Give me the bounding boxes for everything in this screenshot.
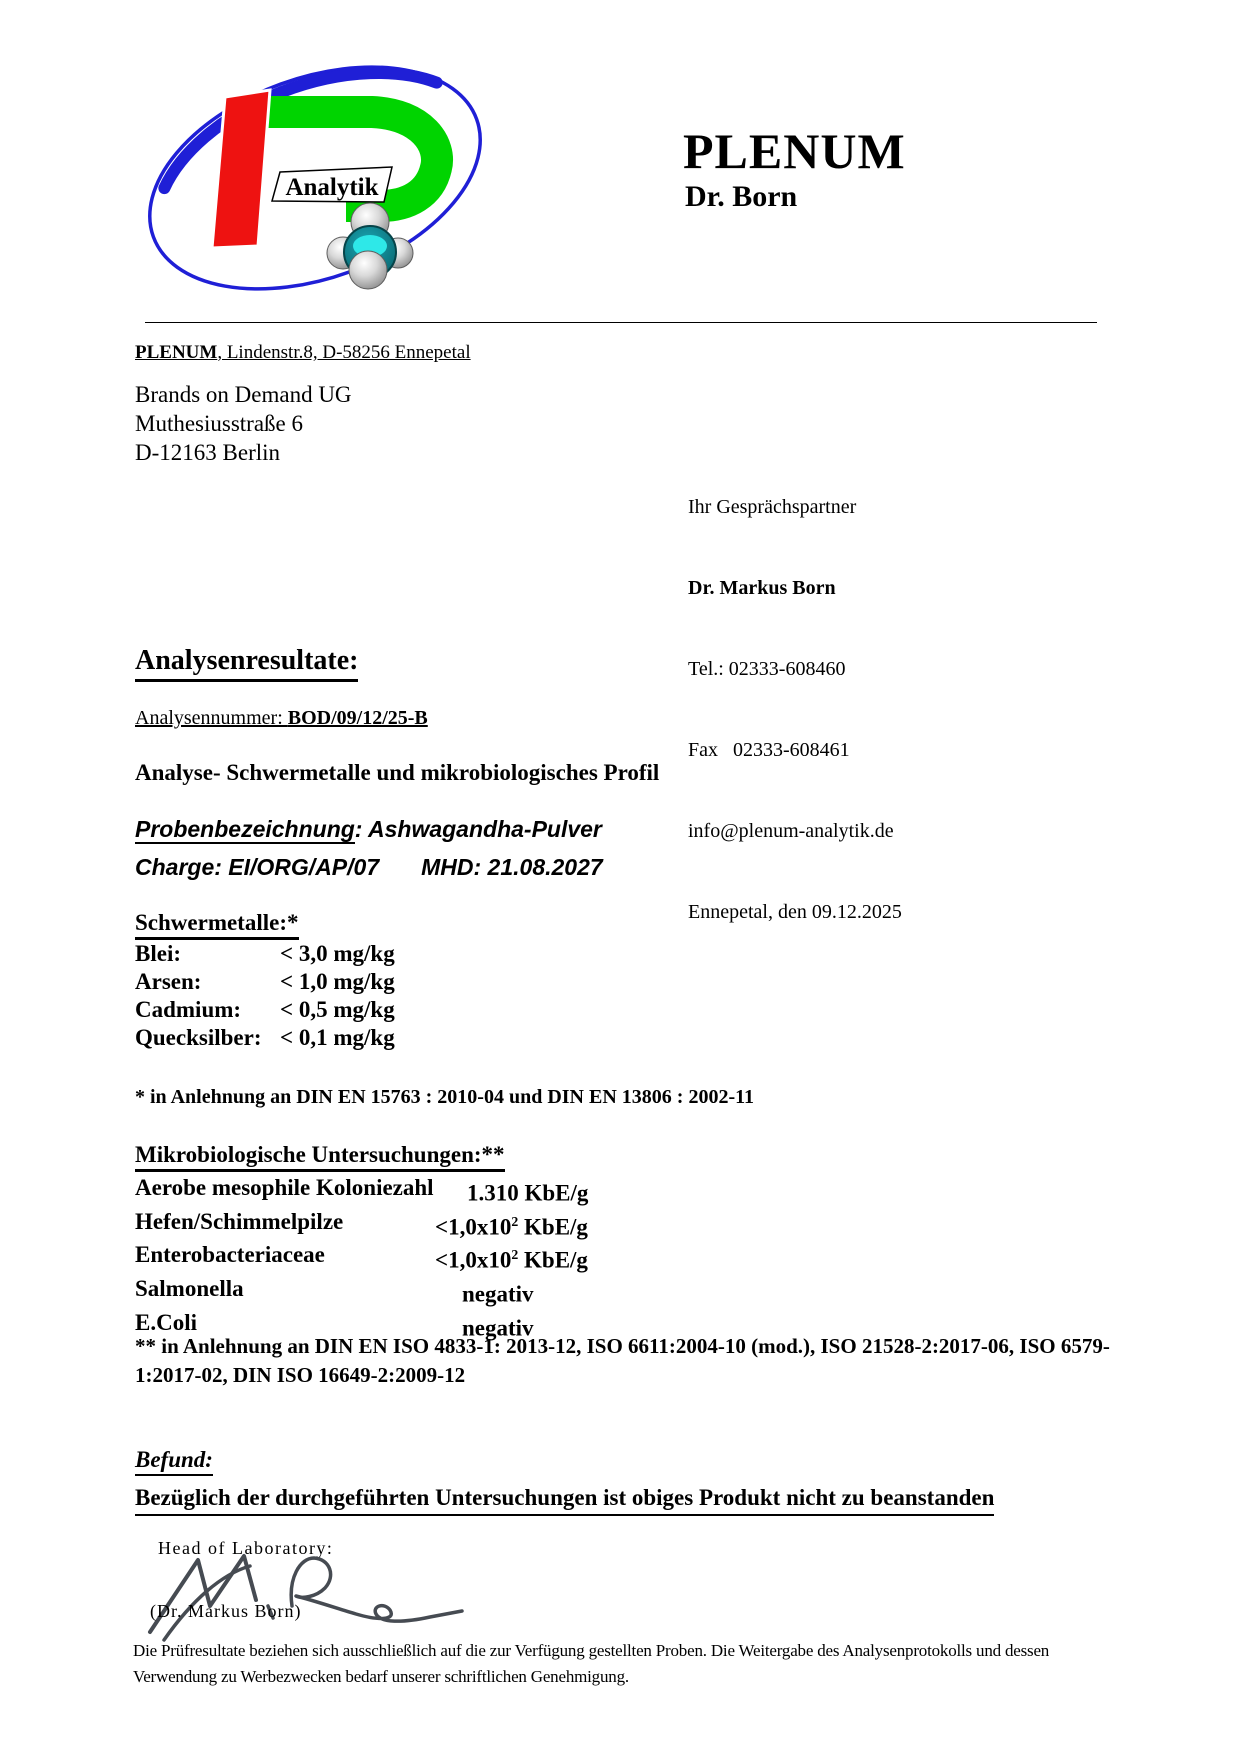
- recipient-city: D-12163 Berlin: [135, 440, 281, 465]
- sender-address: , Lindenstr.8, D-58256 Ennepetal: [217, 342, 471, 363]
- analyte-label: Salmonella: [135, 1275, 244, 1301]
- footer-disclaimer: [133, 1638, 1143, 1690]
- analyte-value: negativ: [462, 1281, 534, 1307]
- analyte-label: Cadmium:: [135, 997, 242, 1022]
- lab-head-title: Head of Laboratory:: [158, 1538, 334, 1558]
- analyte-label: Arsen:: [135, 969, 202, 994]
- contact-fax: Fax 02333-608461: [688, 739, 850, 761]
- table-row: [135, 968, 395, 996]
- analyte-label: Blei:: [135, 941, 181, 966]
- sample-separator: :: [354, 816, 368, 842]
- signature-name: (Dr. Markus Born): [150, 1601, 302, 1621]
- table-row: [135, 1024, 395, 1052]
- analyte-value: negativ: [462, 1315, 534, 1341]
- analysis-number-value: BOD/09/12/25-B: [287, 707, 428, 729]
- analyte-label: Aerobe mesophile Koloniezahl: [135, 1175, 434, 1200]
- contact-name: Dr. Markus Born: [688, 577, 836, 599]
- sample-line: [135, 816, 602, 843]
- contact-tel: Tel.: 02333-608460: [688, 658, 846, 680]
- header-divider: [145, 322, 1097, 323]
- microbiology-table: [135, 1174, 588, 1342]
- analyte-value: < 0,5 mg/kg: [280, 997, 395, 1022]
- charge-value: Charge: EI/ORG/AP/07: [135, 854, 380, 880]
- analyte-value: 1.310 KbE/g: [467, 1180, 589, 1206]
- analysis-number-label: Analysennummer:: [135, 707, 288, 729]
- analysis-number-line: [135, 707, 428, 730]
- table-row: [135, 1208, 588, 1242]
- analysis-scope-title: Analyse- Schwermetalle und mikrobiologisches Profil: [135, 760, 660, 785]
- sample-label: Probenbezeichnung: [135, 816, 355, 842]
- sender-line: [135, 342, 471, 364]
- table-row: [135, 1275, 588, 1309]
- befund-heading: Befund:: [135, 1447, 213, 1476]
- contact-intro: Ihr Gesprächspartner: [688, 496, 857, 518]
- company-name: PLENUM: [683, 123, 906, 179]
- heavy-metals-heading: Schwermetalle:*: [135, 910, 299, 940]
- microbiology-footnote: ** in Anlehnung an DIN EN ISO 4833-1: 2013-12, ISO 6611:2004-10 (mod.), ISO 21528-2:2017-06, ISO 6579-1:2017-02, DIN ISO 16649-2:2009-12: [135, 1334, 1110, 1387]
- analyte-label: E.Coli: [135, 1309, 197, 1335]
- analyte-value: < 3,0 mg/kg: [280, 941, 395, 966]
- results-title: Analysenresultate:: [135, 645, 358, 682]
- heavy-metals-table: [135, 940, 395, 1052]
- analyte-value: < 1,0 mg/kg: [280, 969, 395, 994]
- analyte-label: Quecksilber:: [135, 1025, 262, 1050]
- analyte-label: Hefen/Schimmelpilze: [135, 1208, 344, 1234]
- contact-date: Ennepetal, den 09.12.2025: [688, 901, 902, 923]
- befund-statement: Bezüglich der durchgeführten Untersuchungen ist obiges Produkt nicht zu beanstanden: [135, 1485, 994, 1516]
- analyte-value: $<1,0x10^2$ KbE/g: [435, 1213, 588, 1240]
- charge-line: [135, 854, 603, 881]
- signature-icon: [140, 1548, 500, 1648]
- table-row: [135, 940, 395, 968]
- plenum-analytik-logo: [140, 40, 500, 308]
- recipient-address: [135, 380, 352, 467]
- contact-block: [688, 440, 902, 980]
- analyte-value: $<1,0x10^2$ KbE/g: [435, 1247, 588, 1273]
- analyte-label: Enterobacteriaceae: [135, 1242, 325, 1268]
- footer-line: Die Prüfresultate beziehen sich ausschließlich auf die zur Verfügung gestellten Proben. Die Weitergabe des Analysenprotokolls und dessen: [133, 1641, 1050, 1660]
- analytik-label: Analytik: [285, 174, 379, 201]
- table-row: [135, 1174, 588, 1208]
- table-row: [135, 1241, 588, 1275]
- sender-name: PLENUM: [135, 342, 218, 363]
- mhd-value: MHD: 21.08.2027: [421, 854, 603, 880]
- analyte-value: < 0,1 mg/kg: [280, 1025, 395, 1050]
- recipient-company: Brands on Demand UG: [135, 382, 352, 407]
- company-subtitle: Dr. Born: [685, 180, 798, 213]
- heavy-metals-footnote: * in Anlehnung an DIN EN 15763 : 2010-04 und DIN EN 13806 : 2002-11: [135, 1086, 755, 1108]
- recipient-street: Muthesiusstraße 6: [135, 411, 304, 436]
- table-row: [135, 996, 395, 1024]
- contact-email: info@plenum-analytik.de: [688, 820, 894, 842]
- microbiology-heading: Mikrobiologische Untersuchungen:**: [135, 1142, 505, 1172]
- sample-value: Ashwagandha-Pulver: [368, 816, 602, 842]
- footer-line: Verwendung zu Werbezwecken bedarf unserer schriftlichen Genehmigung.: [133, 1667, 629, 1686]
